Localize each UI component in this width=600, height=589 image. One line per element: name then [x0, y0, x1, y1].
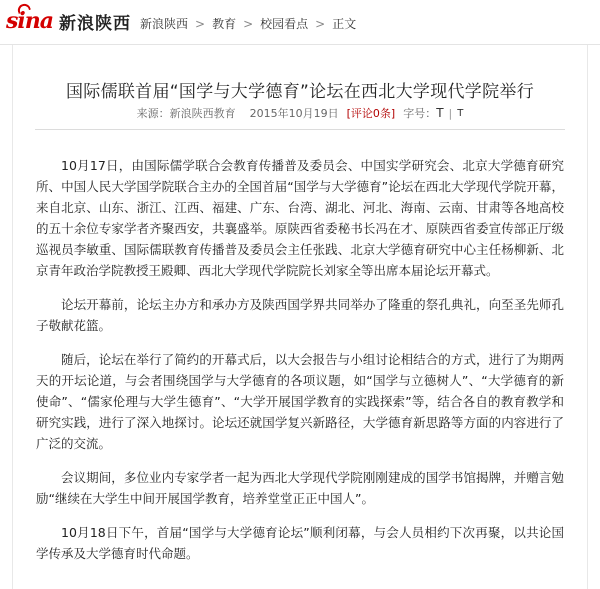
- title-divider: [35, 129, 565, 130]
- article-body: [36, 155, 564, 577]
- breadcrumb-education[interactable]: 教育: [212, 17, 237, 31]
- breadcrumb-separator: >: [195, 16, 206, 31]
- font-size-divider: |: [448, 106, 453, 120]
- breadcrumb-home[interactable]: 新浪陕西: [140, 17, 189, 31]
- site-header: [0, 0, 600, 44]
- article-paragraph: 10月17日，由国际儒学联合会教育传播普及委员会、中国实学研究会、北京大学德育研究所、中国人民大学国学院联合主办的全国首届“国学与大学德育”论坛在西北大学现代学院开幕，来自北京、山东、浙江、江西、福建、广东、台湾、湖北、河北、海南、云南、甘肃等各地高校的五十余位专家学者齐聚西安，共襄盛举。原陕西省委秘书长冯在才、原陕西省委宣传部正厅级巡视员李敏重、国际儒联教育传播普及委员会主任张践、北京大学德育研究中心主任杨柳新、北京青年政治学院教授王殿卿、西北大学现代学院院长刘家全等出席本届论坛开幕式。: [36, 158, 564, 278]
- article-meta: [13, 105, 587, 121]
- sina-logo[interactable]: [6, 8, 131, 34]
- sina-logo-mark: sina: [6, 8, 53, 34]
- article-paragraph: 论坛开幕前，论坛主办方和承办方及陕西国学界共同举办了隆重的祭孔典礼，向至圣先师孔子敬献花篮。: [36, 297, 564, 333]
- font-size-small-button[interactable]: T: [457, 107, 464, 119]
- publish-date: 2015年10月19日: [249, 107, 339, 120]
- article-title: 国际儒联首届“国学与大学德育”论坛在西北大学现代学院举行: [65, 82, 534, 102]
- breadcrumb-campus[interactable]: 校园看点: [260, 17, 309, 31]
- font-size-label: 字号：: [403, 107, 437, 120]
- article-paragraph: 会议期间，多位业内专家学者一起为西北大学现代学院刚刚建成的国学书馆揭牌，并赠言勉励“继续在大学生中间开展国学教育，培养堂堂正正中国人”。: [36, 470, 564, 506]
- font-size-large-button[interactable]: T: [436, 106, 444, 120]
- article-container: [12, 45, 588, 589]
- source-name[interactable]: 新浪陕西教育: [169, 107, 236, 120]
- breadcrumb-separator: >: [315, 16, 326, 31]
- breadcrumb-separator: >: [243, 16, 254, 31]
- channel-name: 新浪陕西: [59, 13, 131, 34]
- breadcrumb: [140, 15, 356, 32]
- breadcrumb-current: 正文: [332, 17, 357, 31]
- comment-count-link[interactable]: [评论0条]: [346, 107, 396, 120]
- article-paragraph: 随后，论坛在举行了简约的开幕式后，以大会报告与小组讨论相结合的方式，进行了为期两天的开坛论道，与会者围绕国学与大学德育的各项议题，如“国学与立德树人”、“大学德育的新使命”、“儒家伦理与大学生德育”、“大学开展国学教育的实践探索”等，结合各自的教育教学和研究实践，进行了深入地探讨。论坛还就国学复兴新路径，大学德育新思路等方面的内容进行了广泛的交流。: [36, 352, 564, 451]
- article-paragraph: 10月18日下午，首届“国学与大学德育论坛”顺利闭幕，与会人员相约下次再聚，以共论国学传承及大学德育时代命题。: [36, 525, 564, 561]
- source-label: 来源：: [136, 107, 170, 120]
